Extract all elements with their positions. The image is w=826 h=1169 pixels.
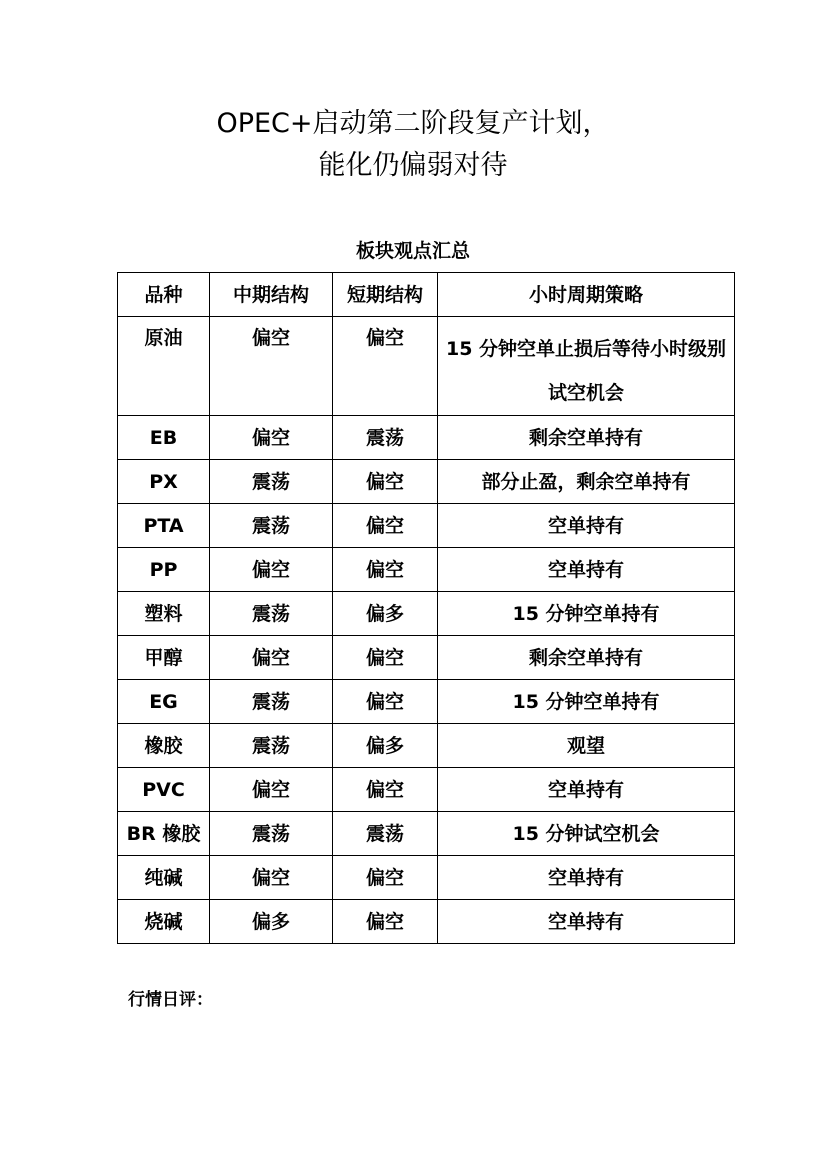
- cell-strategy: 空单持有: [438, 856, 735, 900]
- cell-variety: 原油: [118, 317, 210, 416]
- cell-short-term: 偏空: [333, 636, 438, 680]
- header-short-term-structure: 短期结构: [333, 273, 438, 317]
- table-header-row: [118, 273, 735, 317]
- cell-strategy: 空单持有: [438, 548, 735, 592]
- table-row: [118, 636, 735, 680]
- header-variety: 品种: [118, 273, 210, 317]
- cell-mid-term: 偏空: [210, 856, 333, 900]
- cell-mid-term: 震荡: [210, 680, 333, 724]
- table-row: [118, 592, 735, 636]
- cell-mid-term: 偏空: [210, 636, 333, 680]
- cell-short-term: 偏空: [333, 548, 438, 592]
- cell-strategy: 15 分钟空单持有: [438, 680, 735, 724]
- cell-variety: BR 橡胶: [118, 812, 210, 856]
- cell-variety: PP: [118, 548, 210, 592]
- cell-mid-term: 震荡: [210, 504, 333, 548]
- header-mid-term-structure: 中期结构: [210, 273, 333, 317]
- cell-mid-term: 震荡: [210, 812, 333, 856]
- cell-short-term: 偏多: [333, 724, 438, 768]
- document-title-line-1: OPEC+启动第二阶段复产计划，: [216, 108, 610, 139]
- cell-short-term: 偏空: [333, 680, 438, 724]
- cell-strategy: 剩余空单持有: [438, 636, 735, 680]
- section-title: 板块观点汇总: [355, 240, 470, 262]
- cell-short-term: 震荡: [333, 416, 438, 460]
- cell-short-term: 偏空: [333, 317, 438, 416]
- cell-variety: PX: [118, 460, 210, 504]
- cell-variety: PVC: [118, 768, 210, 812]
- cell-strategy: 空单持有: [438, 504, 735, 548]
- cell-mid-term: 偏多: [210, 900, 333, 944]
- cell-strategy: 空单持有: [438, 768, 735, 812]
- cell-variety: 塑料: [118, 592, 210, 636]
- cell-mid-term: 偏空: [210, 416, 333, 460]
- cell-variety: 烧碱: [118, 900, 210, 944]
- table-row: [118, 812, 735, 856]
- cell-short-term: 偏空: [333, 768, 438, 812]
- cell-variety: 纯碱: [118, 856, 210, 900]
- cell-mid-term: 偏空: [210, 768, 333, 812]
- cell-variety: EG: [118, 680, 210, 724]
- cell-strategy: 部分止盈，剩余空单持有: [438, 460, 735, 504]
- cell-strategy: 空单持有: [438, 900, 735, 944]
- cell-variety: PTA: [118, 504, 210, 548]
- cell-strategy: 15 分钟空单止损后等待小时级别试空机会: [438, 317, 735, 416]
- table-row: [118, 504, 735, 548]
- cell-strategy: 剩余空单持有: [438, 416, 735, 460]
- cell-variety: 橡胶: [118, 724, 210, 768]
- cell-short-term: 震荡: [333, 812, 438, 856]
- cell-short-term: 偏多: [333, 592, 438, 636]
- cell-mid-term: 偏空: [210, 317, 333, 416]
- table-row: [118, 317, 735, 416]
- market-commentary-label: 行情日评：: [128, 990, 213, 1010]
- cell-strategy: 15 分钟空单持有: [438, 592, 735, 636]
- cell-variety: EB: [118, 416, 210, 460]
- document-title-line-2: 能化仍偏弱对待: [318, 150, 508, 181]
- cell-short-term: 偏空: [333, 460, 438, 504]
- table-row: [118, 900, 735, 944]
- header-hourly-strategy: 小时周期策略: [438, 273, 735, 317]
- sector-view-table: [117, 272, 735, 944]
- cell-short-term: 偏空: [333, 856, 438, 900]
- cell-variety: 甲醇: [118, 636, 210, 680]
- cell-strategy: 观望: [438, 724, 735, 768]
- table-row: [118, 724, 735, 768]
- cell-short-term: 偏空: [333, 900, 438, 944]
- table-row: [118, 768, 735, 812]
- table-row: [118, 548, 735, 592]
- cell-short-term: 偏空: [333, 504, 438, 548]
- cell-mid-term: 偏空: [210, 548, 333, 592]
- cell-mid-term: 震荡: [210, 460, 333, 504]
- cell-mid-term: 震荡: [210, 592, 333, 636]
- table-row: [118, 856, 735, 900]
- cell-strategy: 15 分钟试空机会: [438, 812, 735, 856]
- table-row: [118, 416, 735, 460]
- cell-mid-term: 震荡: [210, 724, 333, 768]
- table-row: [118, 680, 735, 724]
- table-row: [118, 460, 735, 504]
